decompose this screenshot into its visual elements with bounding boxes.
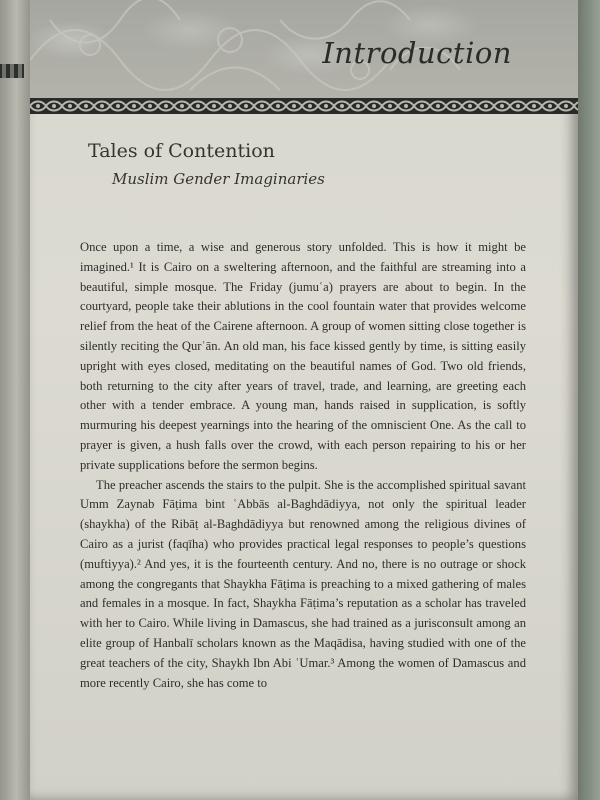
paragraph-2: The preacher ascends the stairs to the pulpit. She is the accomplished spiritual savant Umm Zaynab Fāṭima bint ʿAbbās al-Baghdādiyya, not only the spiritual leader (shaykha) of the Ribāṭ al-Baghdādiyya but renowned among the religious divines of Cairo as a jurist (faqīha) who provides practical legal responses to people’s questions (muftiyya).² And yes, it is the fourteenth century. And no, there is no outrage or shock among the congregants that Shaykha Fāṭima is preaching to a mixed gathering of males and females in a mosque. In fact, Shaykha Fāṭima’s reputation as a scholar has traveled with her to Cairo. While living in Damascus, she had trained as a jurisconsult among an elite group of Hanbalī scholars known as the Maqādisa, having studied with one of the great teachers of the city, Shaykh Ibn Abi ʿUmar.³ Among the women of Damascus and more recently Cairo, she has come to: [80, 477, 526, 690]
background-surface: [578, 0, 600, 800]
chapter-subtitle: Muslim Gender Imaginaries: [112, 170, 325, 188]
decorative-border-strip: [30, 98, 578, 114]
border-ornament: [30, 98, 578, 114]
paragraph-1: Once upon a time, a wise and generous story unfolded. This is how it might be imagined.¹ It is Cairo on a sweltering afternoon, and the faithful are streaming into a beautiful, simple mosque. The Friday (jumuʿa) prayers are about to begin. In the courtyard, people take their ablutions in the cool fountain water that provides welcome relief from the heat of the Cairene afternoon. A group of women sitting close together is silently reciting the Qurʾān. An old man, his face kissed gently by time, is sitting easily upright with eyes closed, meditating on the beautiful names of God. Two old friends, both returning to the city after years of travel, trade, and learning, are greeting each other with a tender embrace. A young man, hands raised in supplication, is softly murmuring his deepest yearnings into the hearing of the omniscient One. As the call to prayer is given, a hush falls over the crowd, with each person repairing to his or her private supplications before the sermon begins.: [80, 240, 526, 472]
header-band: [30, 0, 578, 98]
book-page: [30, 0, 578, 800]
body-text: [80, 238, 526, 693]
left-page-ornament: [0, 64, 24, 78]
chapter-title: Tales of Contention: [88, 140, 275, 162]
section-title: Introduction: [322, 36, 512, 70]
left-page-edge: [0, 0, 34, 800]
